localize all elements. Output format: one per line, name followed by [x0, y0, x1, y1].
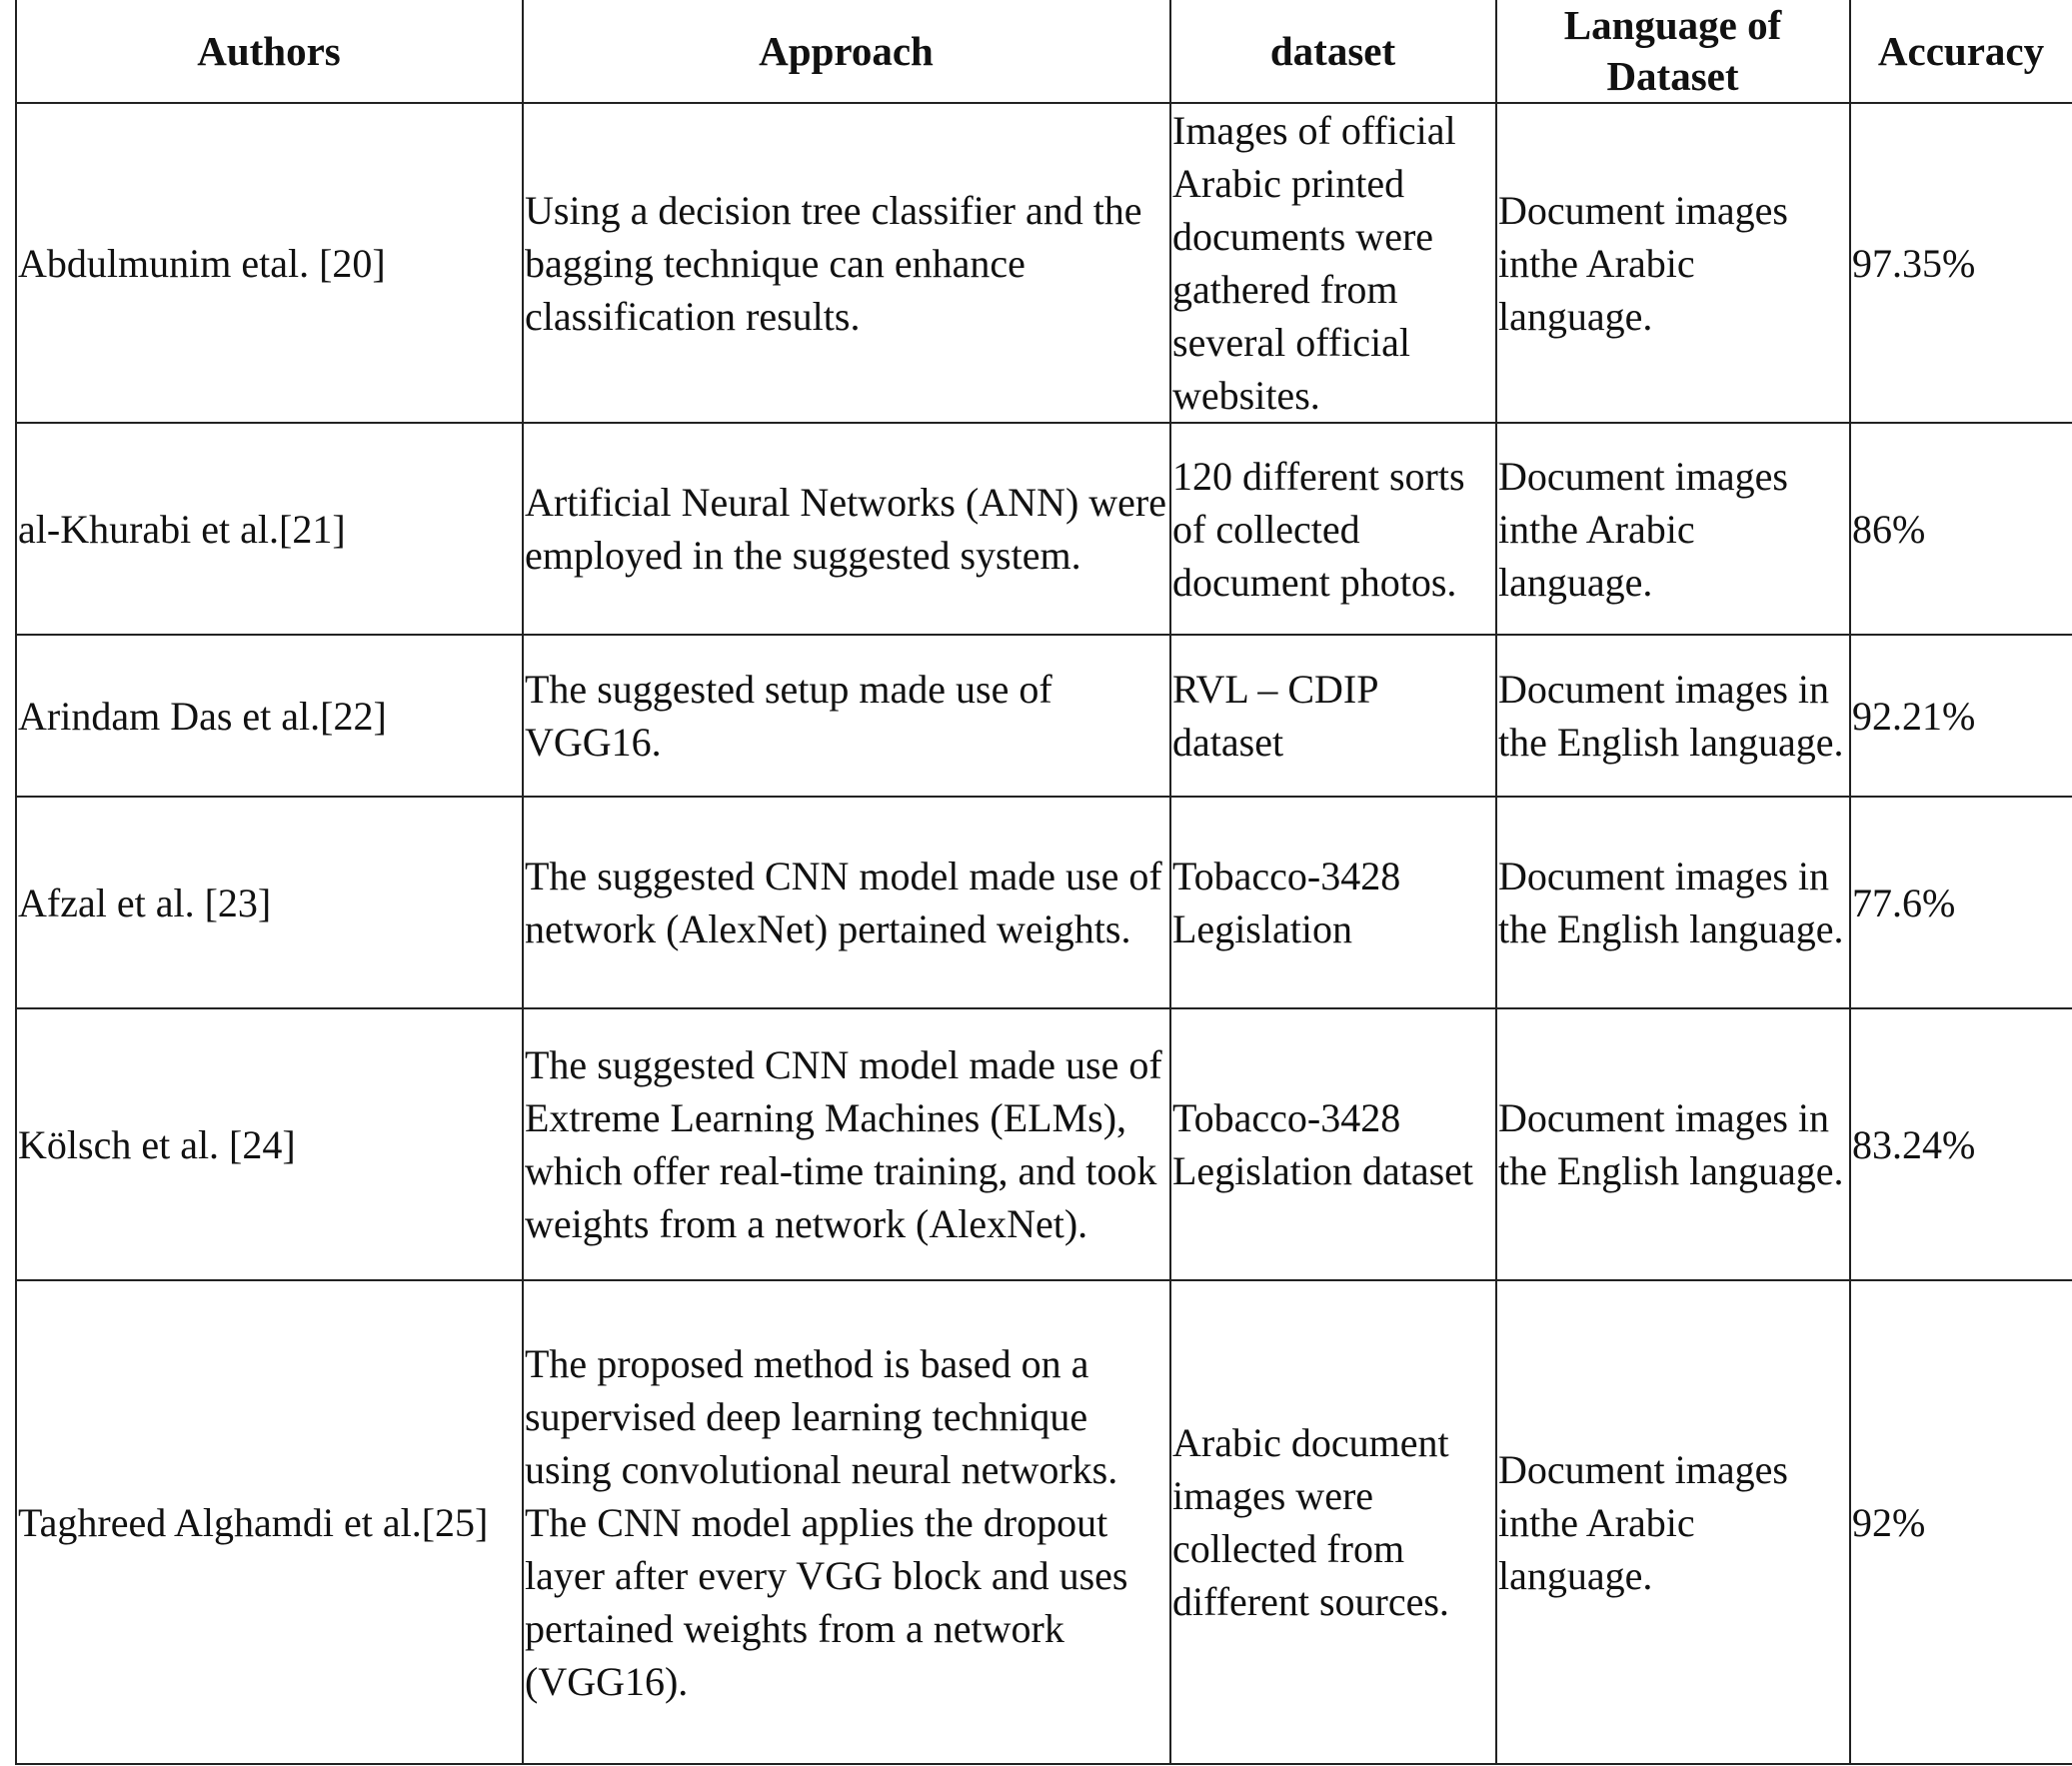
- table-body: [16, 103, 2072, 1764]
- header-row: [16, 0, 2072, 103]
- cell-dataset: RVL – CDIP dataset: [1170, 635, 1496, 797]
- header-accuracy: Accuracy: [1850, 0, 2072, 103]
- cell-approach: Artificial Neural Networks (ANN) were employed in the suggested system.: [523, 423, 1170, 635]
- table-header: [16, 0, 2072, 103]
- cell-authors: Arindam Das et al.[22]: [16, 635, 523, 797]
- cell-language: Document images in the English language.: [1496, 635, 1850, 797]
- cell-authors: al-Khurabi et al.[21]: [16, 423, 523, 635]
- cell-dataset: 120 different sorts of collected document photos.: [1170, 423, 1496, 635]
- cell-language: Document images in the English language.: [1496, 1008, 1850, 1280]
- literature-comparison-table: [15, 0, 2072, 1765]
- table-row: [16, 635, 2072, 797]
- cell-language: Document images inthe Arabic language.: [1496, 103, 1850, 423]
- cell-approach: The suggested setup made use of VGG16.: [523, 635, 1170, 797]
- table-row: [16, 423, 2072, 635]
- cell-language: Document images inthe Arabic language.: [1496, 1280, 1850, 1764]
- table-row: [16, 1280, 2072, 1764]
- cell-accuracy: 86%: [1850, 423, 2072, 635]
- cell-accuracy: 77.6%: [1850, 797, 2072, 1008]
- cell-approach: The suggested CNN model made use of Extreme Learning Machines (ELMs), which offer real-time training, and took weights from a network (AlexNet).: [523, 1008, 1170, 1280]
- cell-approach: The proposed method is based on a supervised deep learning technique using convolutional neural networks. The CNN model applies the dropout layer after every VGG block and uses pertained weights from a network (VGG16).: [523, 1280, 1170, 1764]
- header-language: Language of Dataset: [1496, 0, 1850, 103]
- cell-approach: The suggested CNN model made use of network (AlexNet) pertained weights.: [523, 797, 1170, 1008]
- cell-dataset: Arabic document images were collected from different sources.: [1170, 1280, 1496, 1764]
- cell-accuracy: 92%: [1850, 1280, 2072, 1764]
- cell-accuracy: 83.24%: [1850, 1008, 2072, 1280]
- cell-authors: Afzal et al. [23]: [16, 797, 523, 1008]
- cell-dataset: Tobacco-3428 Legislation dataset: [1170, 1008, 1496, 1280]
- cell-dataset: Images of official Arabic printed documents were gathered from several official websites.: [1170, 103, 1496, 423]
- header-authors: Authors: [16, 0, 523, 103]
- cell-dataset: Tobacco-3428 Legislation: [1170, 797, 1496, 1008]
- table-row: [16, 797, 2072, 1008]
- header-dataset: dataset: [1170, 0, 1496, 103]
- cell-authors: Abdulmunim etal. [20]: [16, 103, 523, 423]
- cell-approach: Using a decision tree classifier and the bagging technique can enhance classification results.: [523, 103, 1170, 423]
- cell-accuracy: 97.35%: [1850, 103, 2072, 423]
- cell-authors: Kölsch et al. [24]: [16, 1008, 523, 1280]
- cell-accuracy: 92.21%: [1850, 635, 2072, 797]
- table-row: [16, 103, 2072, 423]
- cell-language: Document images inthe Arabic language.: [1496, 423, 1850, 635]
- table-row: [16, 1008, 2072, 1280]
- header-approach: Approach: [523, 0, 1170, 103]
- cell-authors: Taghreed Alghamdi et al.[25]: [16, 1280, 523, 1764]
- cell-language: Document images in the English language.: [1496, 797, 1850, 1008]
